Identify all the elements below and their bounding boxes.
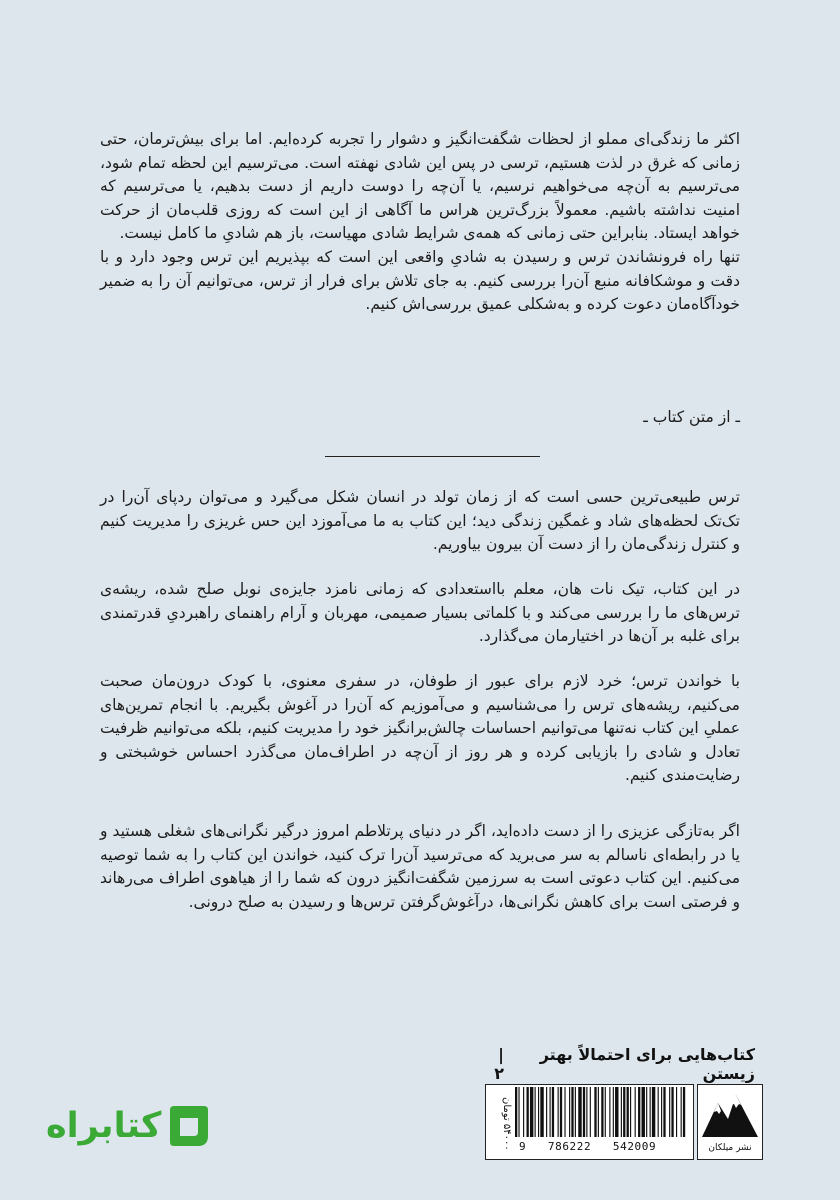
publisher-name: نشر میلکان	[708, 1143, 752, 1153]
mountains-icon	[698, 1085, 762, 1143]
description-paragraph: ترس طبیعی‌ترین حسی است که از زمان تولد در انسان شکل می‌گیرد و می‌توان ردپای آن‌را در تک‌تک لحظه‌های شاد و غمگین زندگی دید؛ این کتاب به ما می‌آموزد این حس غریزی را مدیریت کنیم و کنترل زندگی‌مان را از دست آن بیرون بیاوریم.	[100, 488, 740, 554]
quote-text: تنها راه فرونشاندن ترس و رسیدن به شادیِ واقعی این است که بپذیریم این ترس وجود دارد و با دقت و موشکافانه منبع آن‌را بررسی کنیم. به جای تلاش برای فرار از ترس، می‌توانیم آن را به ضمیر خودآگاه‌مان دعوت کرده و به‌شکلی عمیق بررسی‌اش کنیم.	[100, 247, 740, 314]
series-title-bar	[485, 1045, 763, 1083]
quote-text: اکثر ما زندگی‌ای مملو از لحظات شگفت‌انگیز و دشوار را تجربه کرده‌ایم. اما برای بیش‌ترمان، حتی زمانی که غرق در لذت هستیم، ترسی در پس این شادی نهفته است. می‌ترسیم این لحظه تمام شود، می‌ترسیم به آن‌چه می‌خواهیم نرسیم، یا آن‌چه را دوست داریم از دست بدهیم، یا می‌ترسیم که امنیت نداشته باشیم. معمولاً بزرگ‌ترین هراس ما آگاهی از این است که روزی قلب‌مان از حرکت خواهد ایستاد. بنابراین حتی زمانی که همه‌ی شرایط شادی مهیاست، باز هم شادیِ ما کامل نیست.	[100, 130, 740, 243]
book-logo-icon	[164, 1102, 214, 1152]
brand-name: کتابراه	[46, 1106, 162, 1146]
quote-source: ـ از متن کتاب ـ	[643, 408, 740, 426]
description-paragraph: با خواندن ترس؛ خرد لازم برای عبور از طوفان، در سفری معنوی، با کودک درون‌مان صحبت می‌کنیم، ریشه‌های ترس را می‌شناسیم و می‌آموزیم که آن‌را در آغوش بگیریم. با انجام تمرین‌های عملیِ این کتاب نه‌تنها می‌توانیم احساسات چالش‌برانگیز خود را مدیریت کنیم، بلکه می‌توانیم ظرفیت تعادل و شادی را بازیابی کرده و هر روز از آن‌چه در اطراف‌مان می‌گذرد احساس خوشبختی و رضایت‌مندی کنیم.	[100, 672, 740, 785]
series-title: کتاب‌هایی برای احتمالاً بهتر زیستن	[539, 1045, 755, 1083]
book-quote	[100, 128, 740, 317]
description-paragraph: در این کتاب، تیک نات هان، معلم بااستعدادی که زمانی نامزد جایزه‌ی نوبل صلح شده، ریشه‌ی ترس‌های ما را بررسی می‌کند و با کلماتی بسیار صمیمی، مهربان و آرام راهنمای راهبردیِ قدرتمندی برای غلبه بر آن‌ها در اختیارمان می‌گذارد.	[100, 580, 740, 646]
isbn-number: 9 786222 542009	[519, 1140, 657, 1153]
price-label: ۵۴۰۰۰ تومان	[501, 1097, 512, 1151]
description-paragraph: اگر به‌تازگی عزیزی را از دست داده‌اید، اگر در دنیای پرتلاطم امروز درگیر نگرانی‌های شغلی هستید و یا در رابطه‌ای ناسالم به سر می‌برید که می‌ترسید آن‌را ترک کنید، خواندن این کتاب را به شما توصیه می‌کنیم. این کتاب دعوتی است به سرزمین شگفت‌انگیز درون که شما را از هیاهوی اطراف می‌رهاند و فرصتی است برای کاهش نگرانی‌ها، درآغوش‌گرفتن ترس‌ها و رسیدن به صلح درونی.	[100, 822, 740, 911]
series-number: | ۲	[494, 1045, 504, 1083]
ketabrah-logo	[42, 1102, 214, 1152]
separator-line	[325, 456, 540, 457]
barcode-icon	[513, 1087, 689, 1139]
